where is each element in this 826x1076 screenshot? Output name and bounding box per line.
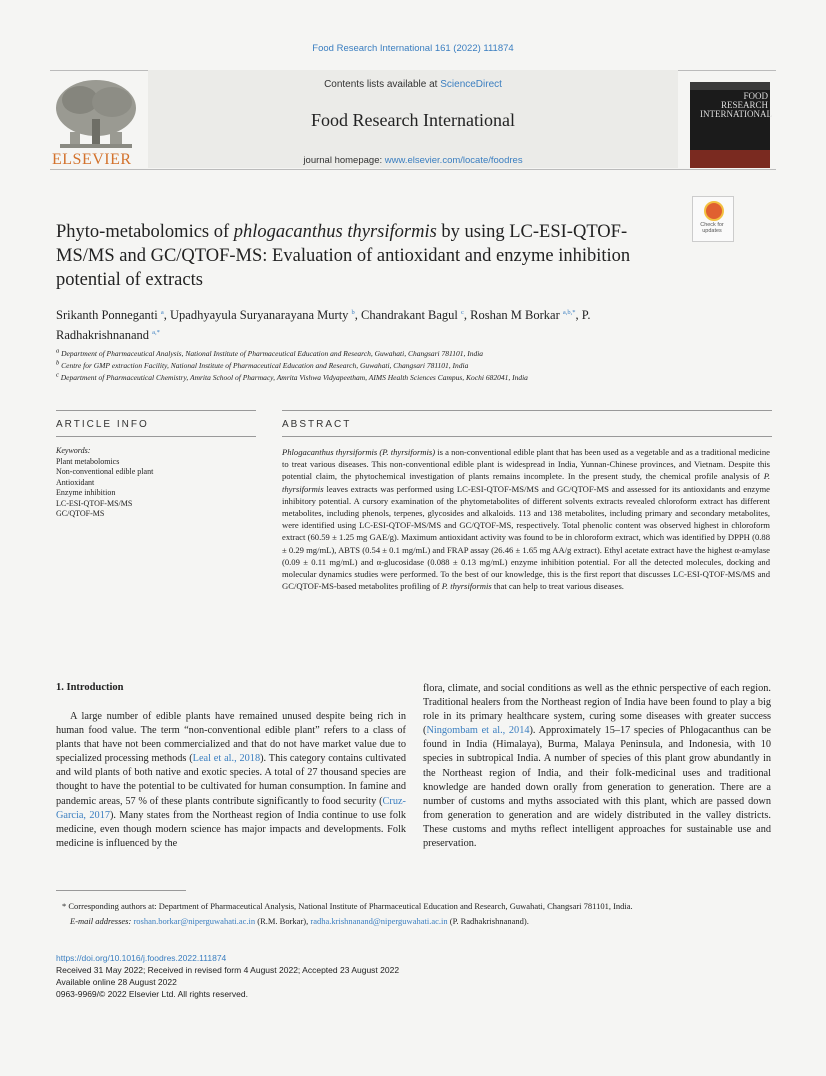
affiliation: $^c$ Department of Pharmaceutical Chemistry, Amrita School of Pharmacy, Amrita Vishwa Vidyapeetham, AIMS Health Sciences Campus, Kochi 682041, India xyxy=(56,371,528,382)
author[interactable]: P. Radhakrishnanand xyxy=(56,308,591,342)
elsevier-logo-text[interactable]: ELSEVIER xyxy=(52,151,132,168)
contents-line: Contents lists available at ScienceDirect xyxy=(324,79,502,90)
author-list: Srikanth Ponneganti $^a$, Upadhyayula Suryanarayana Murty $^b$, Chandrakant Bagul $^c$, Roshan M Borkar $^{a,b,*}$, P. Radhakrishnanand $^{a,*}$ xyxy=(56,308,591,342)
abstract-bottom-rule xyxy=(282,436,772,437)
author[interactable]: Srikanth Ponneganti xyxy=(56,308,158,322)
article-info-top-rule xyxy=(56,410,256,411)
keyword: Non-conventional edible plant xyxy=(56,467,154,476)
author[interactable]: Upadhyayula Suryanarayana Murty xyxy=(170,308,349,322)
keyword: Enzyme inhibition xyxy=(56,488,116,497)
article-info-bottom-rule xyxy=(56,436,256,437)
journal-title: Food Research International xyxy=(311,110,515,130)
author[interactable]: Roshan M Borkar xyxy=(470,308,560,322)
doi-link[interactable]: https://doi.org/10.1016/j.foodres.2022.111874 xyxy=(56,953,227,963)
article-info-heading: ARTICLE INFO xyxy=(56,419,149,430)
keywords-label: Keywords: xyxy=(56,446,91,455)
footnote-rule xyxy=(56,890,186,891)
keyword: GC/QTOF-MS xyxy=(56,509,105,518)
keyword: Antioxidant xyxy=(56,477,95,487)
citation-link[interactable]: Ningombam et al., 2014 xyxy=(426,725,530,737)
keywords xyxy=(56,446,256,520)
introduction-heading: 1. Introduction xyxy=(56,682,124,693)
abstract-heading: ABSTRACT xyxy=(282,419,352,430)
citation-link[interactable]: Cruz-Garcia, 2017 xyxy=(56,795,406,821)
email-addresses: E-mail addresses: roshan.borkar@niperguwahati.ac.in (R.M. Borkar), radha.krishnanand@niperguwahati.ac.in (P. Radhakrishnanand). xyxy=(70,916,529,926)
affiliations xyxy=(56,348,756,384)
cover-band xyxy=(690,150,770,168)
abstract-top-rule xyxy=(282,410,772,411)
email-link[interactable]: radha.krishnanand@niperguwahati.ac.in xyxy=(310,916,448,926)
intro-right-column: flora, climate, and social conditions as well as the ethnic perspective of each region. Traditional healers from the Northeast region of India have been found to play a big role in its primary healthcare system, curing some diseases with greater success (Ningombam et al., 2014). Approximately 15–17 species of Phlogacanthus can be found in India (Himalaya), Burma, Malaya Peninsula, and Indonesia, with 10 species in subtropical India. A number of species of this plant grow abundantly in the Northeast region of India, and their folk-medicinal uses and traditional knowledge are handed down orally from generation to generation. There are a number of customs and myths associated with this plant, which are passed down from generation to generation and are widely distributed in the valley districts. These customs and myths reflect intelligent approaches for sustainable use and preservation. xyxy=(423,683,771,850)
author[interactable]: Chandrakant Bagul xyxy=(361,308,458,322)
affiliation: $^a$ Department of Pharmaceutical Analysis, National Institute of Pharmaceutical Education and Research, Guwahati, Changsari 781101, India xyxy=(56,347,484,358)
corresponding-author-note: * Corresponding authors at: Department of Pharmaceutical Analysis, National Institute of Pharmaceutical Education and Research, Guwahati, Changsari 781101, India. xyxy=(62,901,633,911)
intro-left-column: A large number of edible plants have remained unused despite being rich in human food value. The term “non-conventional edible plant” refers to a class of plants that have not been commercialized and that do not have market value due to specialized processing methods (Leal et al., 2018). This category contains cultivated and wild plants of both native and exotic species. A total of 27 thousand species are thought to have the potential to be cultivated for human consumption. In famine and pandemic areas, 57 % of these plants contribute significantly to food security (Cruz-Garcia, 2017). Many states from the Northeast region of India continue to use folk medicine, even though modern science has major impacts and developments. Folk medicine is influenced by the xyxy=(56,711,406,849)
cover-title: FOOD RESEARCH INTERNATIONAL xyxy=(700,91,772,119)
sciencedirect-link[interactable]: ScienceDirect xyxy=(440,79,502,90)
homepage-link[interactable]: www.elsevier.com/locate/foodres xyxy=(384,155,523,166)
keyword: LC-ESI-QTOF-MS/MS xyxy=(56,498,133,508)
affiliation: $^b$ Centre for GMP extraction Facility, National Institute of Pharmaceutical Education and Research, Guwahati, Changsari 781101, India xyxy=(56,359,469,370)
keyword: Plant metabolomics xyxy=(56,456,120,466)
abstract-text: Phlogacanthus thyrsiformis (P. thyrsiformis) is a non-conventional edible plant that has been used as a vegetable and as a traditional medicine to treat various diseases. This non-conventional edible plant is widespread in India, Yunnan-Chinese provinces, and Vietnam. Despite this potential claim, the phytochemical investigation of plants remains incomplete. In the present study, the chemical profile analysis of P. thyrsiformis leaves extracts was performed using LC-ESI-QTOF-MS/MS and GC/QTOF-MS and assessed for its antioxidants and enzyme inhibitory potential. A cursory examination of the phytometabolites of different solvents extracts revealed chloroform extract has different metabolites, including phenols, terpenes, glycosides and alkaloids. 113 and 138 metabolites, including primary and secondary metabolites, were identified using LC-ESI-QTOF-MS/MS and GC/QTOF-MS, respectively. Total phenolic content was observed highest in chloroform extract (60.59 ± 1.25 mg GAE/g). Maximum antioxidant activity was found to be in chloroform extract, which was identified by DPPH (0.88 ± 0.29 mg/mL), ABTS (0.54 ± 0.1 mg/mL) and FRAP assay (26.46 ± 1.65 mg AA/g extract). Ethyl acetate extract have the highest α-amylase (0.09 ± 0.11 mg/mL) and α-glucosidase (0.088 ± 0.13 mg/mL) enzyme inhibition potential. For all the detected molecules, docking and molecular dynamics studies were performed. To the best of our knowledge, this is the first report that discusses LC-ESI-QTOF-MS/MS and GC/QTOF-MS-based metabolites profiling of P. thyrsiformis that can help to treat various diseases. xyxy=(282,447,770,592)
cover-top-bar xyxy=(690,82,770,90)
check-updates-icon xyxy=(704,201,724,221)
footnotes xyxy=(56,900,772,927)
publication-info xyxy=(56,952,556,1000)
copyright: 0963-9969/© 2022 Elsevier Ltd. All rights reserved. xyxy=(56,989,248,999)
check-updates-label: Check for updates xyxy=(700,222,724,234)
email-link[interactable]: roshan.borkar@niperguwahati.ac.in xyxy=(133,916,256,926)
citation-link[interactable]: Leal et al., 2018 xyxy=(192,753,261,765)
article-title: Phyto-metabolomics of phlogacanthus thyrsiformis by using LC-ESI-QTOF-MS/MS and GC/QTOF-MS: Evaluation of antioxidant and enzyme inhibition potential of extracts xyxy=(56,222,631,290)
journal-reference[interactable]: Food Research International 161 (2022) 111874 xyxy=(312,43,514,54)
received-dates: Received 31 May 2022; Received in revised form 4 August 2022; Accepted 23 August 2022 xyxy=(56,965,400,975)
available-online: Available online 28 August 2022 xyxy=(56,977,177,987)
journal-homepage: journal homepage: www.elsevier.com/locate/foodres xyxy=(303,155,523,166)
